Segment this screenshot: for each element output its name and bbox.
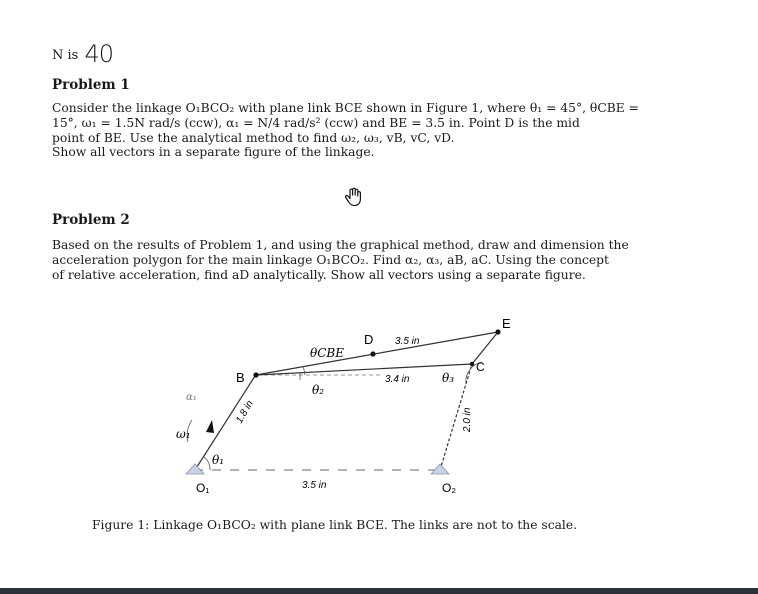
angle-theta-cbe: θCBE <box>310 346 344 360</box>
angle-theta1: θ₁ <box>212 453 225 467</box>
dim-o2c: 2.0 in <box>462 407 473 432</box>
label-o1: O₁ <box>196 481 210 495</box>
problem1-text <box>52 101 646 160</box>
pivot-o2-icon <box>431 464 449 474</box>
dim-be: 3.5 in <box>395 336 420 347</box>
label-e: E <box>502 316 511 331</box>
joint-b <box>253 372 258 377</box>
omega1-arrow-icon <box>206 420 214 433</box>
hand-cursor-icon <box>344 187 362 207</box>
problem1-line: point of BE. Use the analytical method to find ω₂, ω₃, vB, vC, vD. <box>52 130 455 145</box>
taskbar <box>0 588 758 594</box>
linkage-figure <box>150 312 530 504</box>
angle-theta2: θ₂ <box>312 383 325 397</box>
n-value-line <box>52 37 114 68</box>
problem2-line: of relative acceleration, find aD analytically. Show all vectors using a separate figure. <box>52 267 586 282</box>
label-o2: O₂ <box>442 481 456 495</box>
angle-theta3: θ₃ <box>442 371 455 385</box>
link-o1b <box>195 376 255 470</box>
problem2-title: Problem 2 <box>52 212 130 228</box>
label-d: D <box>364 332 374 347</box>
dim-bc: 3.4 in <box>385 374 410 385</box>
label-c: C <box>476 360 485 374</box>
joint-c <box>470 362 474 366</box>
n-label: N is <box>52 48 79 63</box>
problem1-title: Problem 1 <box>52 77 130 93</box>
figure-caption: Figure 1: Linkage O₁BCO₂ with plane link BCE. The links are not to the scale. <box>92 518 578 532</box>
dim-o1b: 1.8 in <box>234 398 256 426</box>
problem2-text <box>52 238 646 282</box>
theta-cbe-arc <box>303 366 305 375</box>
theta1-arc <box>204 457 210 470</box>
angle-alpha1: α₁ <box>186 392 197 403</box>
pivot-o1-icon <box>186 464 204 474</box>
problem1-line: 15°, ω₁ = 1.5N rad/s (ccw), α₁ = N/4 rad/s² (ccw) and BE = 3.5 in. Point D is the mid <box>52 115 580 130</box>
problem1-line: Consider the linkage O₁BCO₂ with plane link BCE shown in Figure 1, where θ₁ = 45°, θCBE = <box>52 101 639 115</box>
joint-e <box>495 329 500 334</box>
n-handwritten-value: 40 <box>84 40 114 68</box>
joint-d <box>370 351 375 356</box>
dim-o1o2: 3.5 in <box>302 480 327 491</box>
problem1-line: Show all vectors in a separate figure of the linkage. <box>52 145 375 160</box>
problem2-line: acceleration polygon for the main linkage O₁BCO₂. Find α₂, α₃, aB, aC. Using the concept <box>52 252 609 267</box>
problem2-line: Based on the results of Problem 1, and using the graphical method, draw and dimension the <box>52 238 629 252</box>
angle-omega1: ω₁ <box>176 427 191 441</box>
label-b: B <box>236 370 245 385</box>
